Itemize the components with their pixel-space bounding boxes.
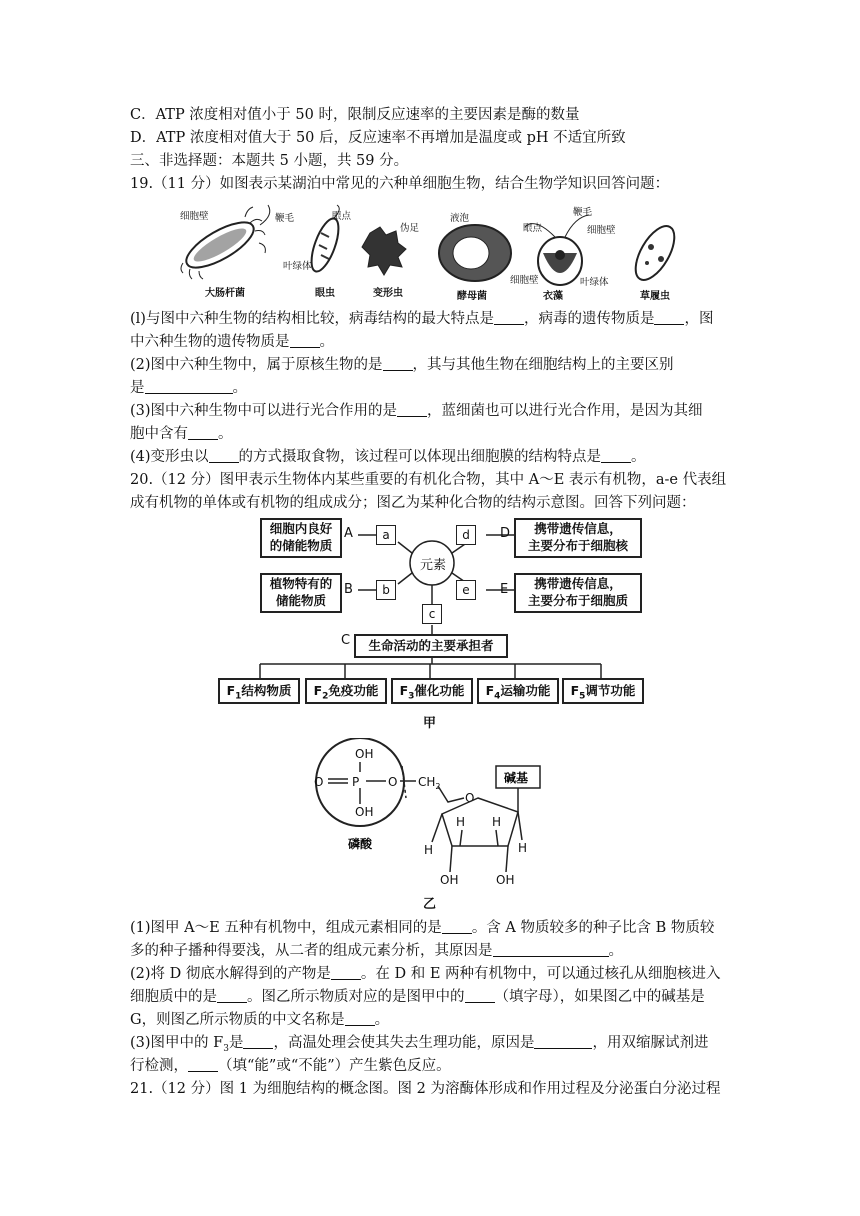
box-d-description — [514, 518, 642, 558]
q20-part2-line1 — [130, 964, 721, 984]
box-c-description: 生命活动的主要承担者 — [354, 634, 508, 658]
section-heading: 三、非选择题：本题共 5 小题，共 59 分。 — [130, 153, 409, 169]
box-e-description — [514, 573, 642, 613]
question-21: 21.（12 分）图 1 为细胞结构的概念图。图 2 为溶酶体形成和作用过程及分泌蛋白分泌过程 — [130, 1081, 721, 1097]
box-a-line1: 细胞内良好 — [269, 521, 333, 536]
q19-1e: 。 — [319, 334, 334, 350]
f-letter: F — [485, 683, 495, 698]
elements-center: 元素 — [420, 558, 447, 573]
h-mid-right: H — [492, 815, 502, 829]
label-chloroplast-2: 叶绿体 — [580, 277, 609, 288]
label-C: C — [341, 633, 351, 648]
base-label: 碱基 — [504, 771, 529, 785]
box-d: d — [456, 525, 476, 545]
q20-2c: 细胞质中的是 — [130, 989, 217, 1005]
f-letter: F — [313, 683, 323, 698]
label-D: D — [500, 526, 511, 541]
ch2 — [418, 775, 441, 791]
q19-1d: 中六种生物的遗传物质是 — [130, 334, 290, 350]
label-flagellum: 鞭毛 — [275, 213, 295, 224]
q19-3d: 。 — [218, 426, 233, 442]
q20-1b: 。含 A 物质较多的种子比含 B 物质较 — [471, 920, 715, 936]
label-pseudopod: 伪足 — [400, 223, 420, 234]
box-b-description — [260, 573, 342, 613]
f3-box — [391, 678, 473, 704]
oh-top: OH — [355, 747, 374, 761]
label-amoeba: 变形虫 — [373, 288, 403, 299]
q19-2a: (2)图中六种生物中，属于原核生物的是 — [130, 357, 383, 373]
box-d-line1: 携带遗传信息， — [534, 521, 622, 536]
q20-2e: （填字母），如果图乙中的碱基是 — [494, 989, 705, 1005]
q20-part1-line1 — [130, 918, 714, 938]
box-e-line2: 主要分布于细胞质 — [527, 593, 628, 608]
box-b-line1: 植物特有的 — [269, 576, 333, 591]
question-19: 19.（11 分）如图表示某湖泊中常见的六种单细胞生物，结合生物学知识回答问题： — [130, 176, 670, 192]
label-paramecium: 草履虫 — [640, 291, 670, 302]
blank[interactable] — [188, 1057, 218, 1072]
q20-2a: (2)将 D 彻底水解得到的产物是 — [130, 966, 331, 982]
q20-3d: ，用双缩脲试剂进 — [592, 1035, 709, 1051]
h-right: H — [518, 841, 528, 855]
p-atom: P — [352, 775, 360, 789]
f-letter: F — [226, 683, 236, 698]
q20-3a: (3)图甲中的 F — [130, 1035, 224, 1051]
oh-bottom: OH — [355, 805, 374, 819]
q20-part3-line1 — [130, 1033, 708, 1059]
label-cell-wall-2: 细胞壁 — [510, 275, 539, 286]
blank[interactable] — [493, 942, 609, 957]
q20-3-sub: 3 — [223, 1043, 229, 1054]
q20-part2-line3 — [130, 1010, 389, 1030]
label-chlamy: 衣藻 — [543, 291, 563, 302]
phosphate-label: 磷酸 — [348, 837, 373, 851]
f2-box — [305, 678, 387, 704]
label-euglena: 眼虫 — [315, 288, 335, 299]
f5-label: 调节功能 — [585, 683, 636, 698]
label-E: E — [500, 582, 509, 597]
ch-text: CH — [418, 775, 436, 789]
f1-label: 结构物质 — [241, 683, 292, 698]
diagram-yi — [300, 738, 560, 898]
h-mid-left: H — [456, 815, 466, 829]
box-a: a — [376, 525, 396, 545]
label-eyespot: 眼点 — [332, 211, 352, 222]
blank[interactable] — [465, 988, 495, 1003]
o-left: O — [314, 775, 324, 789]
box-a-line2: 的储能物质 — [269, 538, 333, 553]
o-bridge: O — [388, 775, 398, 789]
q19-4a: (4)变形虫以 — [130, 449, 209, 465]
ch-sub: 2 — [435, 782, 441, 791]
q19-3a: (3)图中六种生物中可以进行光合作用的是 — [130, 403, 398, 419]
label-ecoli: 大肠杆菌 — [205, 288, 245, 299]
q19-2d: 。 — [232, 380, 247, 396]
label-flagellum-2: 鞭毛 — [573, 207, 593, 218]
q20-1a: (1)图甲 A～E 五种有机物中，组成元素相同的是 — [130, 920, 442, 936]
q20-3b: 是 — [228, 1035, 244, 1051]
h-left-top: H — [424, 843, 434, 857]
f-letter: F — [399, 683, 409, 698]
q19-2b: ，其与其他生物在细胞结构上的主要区别 — [412, 357, 674, 373]
blank[interactable] — [331, 965, 361, 980]
label-yeast: 酵母菌 — [457, 291, 487, 302]
q19-1b: ，病毒的遗传物质是 — [523, 311, 655, 327]
oh-left: OH — [440, 873, 459, 887]
blank[interactable] — [442, 919, 472, 934]
f-sub: 5 — [579, 691, 586, 702]
q19-1c: ，图 — [684, 311, 714, 327]
q19-3c: 胞中含有 — [130, 426, 188, 442]
f1-box — [218, 678, 300, 704]
blank[interactable] — [243, 1034, 273, 1049]
q20-3f: （填“能”或“不能”）产生紫色反应。 — [218, 1058, 451, 1074]
box-a-description — [260, 518, 342, 558]
q19-4b: 的方式摄取食物，该过程可以体现出细胞膜的结构特点是 — [238, 449, 602, 465]
option-c: C．ATP 浓度相对值小于 50 时，限制反应速率的主要因素是酶的数量 — [130, 107, 580, 123]
q19-4c: 。 — [631, 449, 646, 465]
q20-2g: 。 — [374, 1012, 390, 1028]
q20-2d: 。图乙所示物质对应的是图甲中的 — [247, 989, 465, 1005]
question-20-line2: 成有机物的单体或有机物的组成成分；图乙为某种化合物的结构示意图。回答下列问题： — [130, 495, 696, 511]
q19-2c: 是 — [130, 380, 145, 396]
q20-2f: G，则图乙所示物质的中文名称是 — [130, 1012, 345, 1028]
q20-3e: 行检测， — [130, 1058, 188, 1074]
label-A: A — [344, 526, 353, 541]
caption-yi: 乙 — [423, 897, 437, 912]
box-c: c — [422, 604, 442, 624]
label-vacuole: 液泡 — [450, 213, 470, 224]
blank[interactable] — [345, 1011, 375, 1026]
q19-3b: ，蓝细菌也可以进行光合作用，是因为其细 — [427, 403, 703, 419]
f-sub: 3 — [408, 691, 415, 702]
q20-part3-line2 — [130, 1056, 451, 1076]
label-cell-wall-3: 细胞壁 — [587, 225, 616, 236]
label-cell-wall: 细胞壁 — [180, 211, 209, 222]
caption-jia: 甲 — [423, 716, 437, 731]
f4-label: 运输功能 — [500, 683, 551, 698]
f4-box — [477, 678, 559, 704]
box-b: b — [376, 580, 396, 600]
option-d: D．ATP 浓度相对值大于 50 后，反应速率不再增加是温度或 pH 不适宜所致 — [130, 130, 626, 146]
q19-1a: (l)与图中六种生物的结构相比较，病毒结构的最大特点是 — [130, 311, 494, 327]
f-sub: 2 — [322, 691, 329, 702]
q20-1c: 多的种子播种得要浅，从二者的组成元素分析，其原因是 — [130, 943, 493, 959]
box-e-line1: 携带遗传信息， — [534, 576, 622, 591]
f3-label: 催化功能 — [414, 683, 465, 698]
f-sub: 4 — [494, 691, 501, 702]
f2-label: 免疫功能 — [328, 683, 379, 698]
q20-part2-line2 — [130, 987, 705, 1007]
box-b-line2: 储能物质 — [275, 593, 326, 608]
label-chloroplast: 叶绿体 — [283, 261, 312, 272]
q20-2b: 。在 D 和 E 两种有机物中，可以通过核孔从细胞核进入 — [360, 966, 721, 982]
f-sub: 1 — [235, 691, 242, 702]
q20-1d: 。 — [608, 943, 623, 959]
box-e: e — [456, 580, 476, 600]
question-20-line1: 20.（12 分）图甲表示生物体内某些重要的有机化合物，其中 A～E 表示有机物，a-e 代表组 — [130, 472, 727, 488]
blank[interactable] — [217, 988, 247, 1003]
label-eyespot-2: 眼点 — [523, 223, 543, 234]
box-d-line2: 主要分布于细胞核 — [527, 538, 628, 553]
f5-box — [562, 678, 644, 704]
oh-right: OH — [496, 873, 515, 887]
blank[interactable] — [534, 1034, 592, 1049]
f-letter: F — [570, 683, 580, 698]
label-B: B — [344, 582, 353, 597]
q20-part1-line2 — [130, 941, 623, 961]
ring-o: O — [465, 791, 475, 805]
q20-3c: ，高温处理会使其失去生理功能，原因是 — [273, 1035, 535, 1051]
